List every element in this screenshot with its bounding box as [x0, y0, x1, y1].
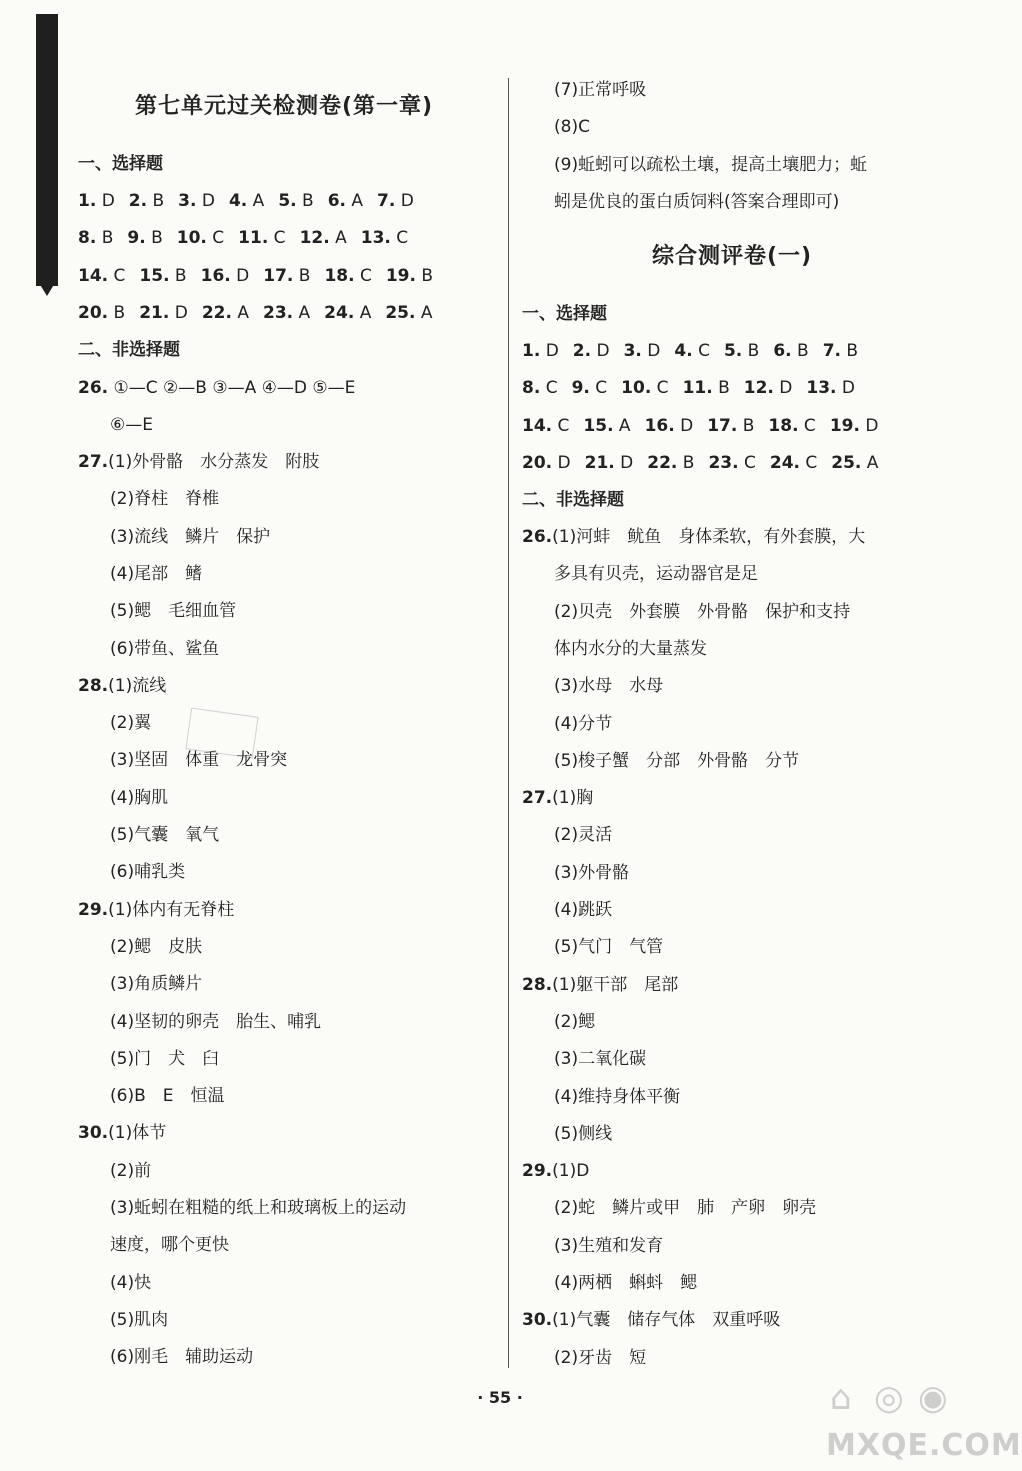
left-q27-line	[110, 599, 236, 623]
left-q30-text: 速度，哪个更快	[110, 1235, 229, 1256]
right-mcq-answer: B	[737, 415, 755, 436]
right-mcq-answer: D	[641, 341, 661, 361]
right-mcq-num: 9.	[571, 378, 590, 399]
left-mcq-item	[328, 189, 363, 213]
left-mcq-answer: C	[390, 228, 409, 249]
left-mcq-row	[78, 301, 447, 325]
left-mcq-answer: C	[206, 228, 225, 249]
left-q27-text: (1)外骨骼 水分蒸发 附肢	[108, 452, 320, 472]
left-mcq-row	[78, 264, 447, 288]
right-mcq-item	[522, 376, 558, 400]
left-mcq-num: 3.	[178, 191, 197, 211]
left-mcq-num: 4.	[228, 191, 248, 211]
right-q26-line	[554, 600, 850, 624]
left-q28-text: (4)胸肌	[110, 787, 169, 808]
site-watermark	[822, 1378, 1022, 1464]
left-q28-line	[110, 786, 168, 810]
right-q26-text: 体内水分的大量蒸发	[554, 638, 707, 659]
left-q27-text: (4)尾部 鳍	[110, 563, 203, 584]
left-mcq-num: 17.	[263, 265, 294, 286]
left-mcq-num: 11.	[238, 228, 269, 249]
right-mcq-item	[823, 339, 858, 363]
right-mcq-item	[831, 451, 878, 475]
right-mcq-num: 23.	[708, 452, 739, 473]
right-q30-continued-line: (8)C	[554, 117, 590, 138]
binding-edge-tip	[36, 278, 58, 296]
left-q29-text: (5)门 犬 臼	[110, 1048, 220, 1069]
right-q26-line	[522, 525, 865, 549]
right-mcq-num: 16.	[644, 415, 675, 436]
left-mcq-row	[78, 189, 428, 213]
left-q28-num: 28.	[78, 675, 109, 696]
right-q27-text: (3)外骨骼	[554, 862, 630, 883]
right-q28-line	[554, 1047, 646, 1071]
right-mcq-num: 24.	[769, 452, 800, 473]
left-mcq-item	[324, 301, 371, 325]
left-mcq-item	[127, 226, 162, 250]
right-mcq-item	[522, 414, 569, 438]
left-mcq-num: 6.	[327, 191, 346, 211]
right-q26-text: (5)梭子蟹 分部 外骨骼 分节	[554, 750, 800, 771]
right-mcq-num: 4.	[674, 341, 693, 361]
left-mcq-item	[300, 226, 347, 250]
left-mcq-num: 12.	[299, 228, 330, 249]
left-mcq-item	[202, 301, 249, 325]
right-mcq-num: 7.	[822, 341, 842, 361]
right-mcq-answer: D	[773, 378, 793, 399]
watermark-text: MXQE.COM	[826, 1428, 1022, 1463]
left-q30-line	[110, 1345, 253, 1369]
right-mcq-answer: D	[552, 452, 571, 473]
left-q28-line	[110, 748, 287, 772]
answer-logo-icon: ⌂	[830, 1378, 852, 1418]
left-mcq-item	[129, 189, 164, 213]
left-mcq-answer: C	[268, 228, 286, 249]
left-mcq-answer: B	[96, 228, 114, 249]
right-mcq-num: 3.	[623, 341, 642, 361]
right-mcq-num: 2.	[572, 341, 592, 361]
left-mcq-item	[229, 189, 264, 213]
right-q30-continued-line: 蚓是优良的蛋白质饲料(答案合理即可)	[554, 191, 840, 212]
left-mcq-answer: D	[196, 191, 215, 211]
left-q28-text: (6)哺乳类	[110, 862, 186, 883]
right-q30-line	[554, 1346, 646, 1370]
right-q26-line	[554, 674, 663, 698]
right-q26-line	[554, 712, 612, 736]
right-q26-line	[554, 562, 758, 586]
left-q29-line	[110, 972, 202, 996]
right-mcq-num: 6.	[773, 341, 792, 361]
right-mcq-answer: A	[861, 452, 879, 473]
left-q30-text: (4)快	[110, 1272, 152, 1293]
left-mcq-answer: A	[329, 228, 347, 249]
left-mcq-item	[78, 189, 115, 213]
right-mcq-num: 17.	[707, 415, 738, 436]
right-q27-line	[554, 823, 612, 847]
left-mcq-item	[278, 189, 313, 213]
right-mcq-item	[647, 451, 694, 475]
left-mcq-answer: D	[96, 191, 115, 211]
left-mcq-item	[361, 226, 408, 250]
right-q26-line	[554, 637, 707, 661]
right-mcq-answer: A	[613, 415, 631, 436]
left-mcq-answer: B	[169, 265, 187, 286]
right-q26-text: (3)水母 水母	[554, 676, 664, 697]
left-q29-text: (4)坚韧的卵壳 胎生、哺乳	[110, 1011, 322, 1032]
left-mcq-answer: D	[169, 302, 188, 323]
right-q29-line	[554, 1196, 816, 1220]
right-q26-text: 多具有贝壳，运动器官是足	[554, 564, 758, 585]
left-q30-text: (5)肌肉	[110, 1309, 169, 1330]
left-mcq-item	[263, 264, 310, 288]
answer-logo-icon-3: ◉	[918, 1378, 948, 1418]
left-mcq-num: 10.	[176, 228, 207, 249]
right-q28-text: (3)二氧化碳	[554, 1049, 647, 1070]
right-mcq-item	[522, 339, 559, 363]
left-q30-text: (2)前	[110, 1160, 152, 1181]
left-mcq-answer: A	[231, 302, 249, 323]
left-mcq-num: 18.	[324, 265, 355, 286]
left-mcq-num: 20.	[78, 302, 109, 323]
right-mcq-num: 14.	[522, 415, 553, 436]
left-q30-line	[110, 1233, 229, 1257]
right-q28-line	[554, 1085, 680, 1109]
right-q29-line	[554, 1234, 663, 1258]
left-q30-line	[110, 1308, 168, 1332]
left-mcq-item	[386, 264, 433, 288]
left-q29-line	[110, 1047, 219, 1071]
left-mcq-num: 5.	[278, 191, 297, 211]
right-mcq-item	[768, 414, 815, 438]
right-mcq-num: 15.	[583, 415, 614, 436]
left-mcq-answer: A	[345, 191, 364, 211]
right-q27-line	[554, 898, 612, 922]
right-q28-line	[554, 1122, 612, 1146]
left-q30-text: (6)刚毛 辅助运动	[110, 1347, 254, 1368]
left-mcq-answer: A	[247, 191, 265, 211]
right-mcq-item	[674, 339, 710, 363]
right-mcq-num: 1.	[522, 341, 541, 361]
right-mcq-answer: C	[799, 452, 818, 473]
right-mcq-answer: C	[692, 341, 710, 361]
left-mcq-item	[178, 189, 215, 213]
right-q28-text: (1)躯干部 尾部	[552, 974, 679, 995]
right-q30-text: (1)气囊 储存气体 双重呼吸	[552, 1310, 781, 1331]
right-q30-continued-line: (7)正常呼吸	[554, 80, 647, 100]
left-mcq-num: 13.	[360, 228, 391, 249]
right-mcq-item	[830, 414, 879, 438]
right-q29-text: (1)D	[552, 1161, 590, 1182]
left-mcq-answer: B	[145, 228, 163, 249]
left-mcq-item	[177, 226, 224, 250]
right-mcq-item	[583, 414, 630, 438]
left-q27-text: (6)带鱼、鲨鱼	[110, 638, 220, 659]
right-q28-text: (4)维持身体平衡	[554, 1086, 681, 1107]
right-mcq-item	[522, 451, 571, 475]
left-mcq-answer: C	[354, 265, 372, 286]
left-q28-line	[110, 711, 151, 735]
left-mcq-item	[377, 189, 414, 213]
left-mcq-num: 7.	[377, 191, 396, 211]
left-mcq-item	[78, 264, 125, 288]
left-mcq-num: 9.	[127, 228, 146, 249]
left-q28-line	[110, 860, 185, 884]
right-q27-line	[522, 786, 593, 810]
left-mcq-item	[78, 226, 113, 250]
left-mcq-num: 8.	[78, 228, 97, 249]
page-number: · 55 ·	[477, 1388, 523, 1407]
right-q26-line	[554, 749, 799, 773]
right-mcq-answer: C	[798, 415, 816, 436]
left-q29-line	[78, 898, 234, 922]
left-mcq-item	[324, 264, 371, 288]
right-q28-line	[554, 1010, 595, 1034]
left-q30-line	[110, 1196, 406, 1220]
right-title: 综合测评卷(一)	[651, 244, 813, 269]
right-q30-continued-line: (9)蚯蚓可以疏松土壤，提高土壤肥力；蚯	[554, 154, 868, 175]
right-mcq-answer: D	[836, 378, 856, 399]
left-q30-line	[110, 1271, 151, 1295]
left-mcq-num: 25.	[385, 302, 416, 323]
right-mcq-item	[573, 339, 610, 363]
right-q29-text: (2)蛇 鳞片或甲 肺 产卵 卵壳	[554, 1198, 817, 1219]
left-q27-line	[110, 637, 219, 661]
right-mcq-item	[708, 451, 755, 475]
left-q27-line	[110, 562, 202, 586]
right-mcq-answer: B	[712, 378, 730, 399]
right-mcq-answer: C	[552, 415, 570, 436]
left-q27-text: (2)脊柱 脊椎	[110, 489, 220, 510]
binding-edge	[36, 14, 58, 286]
left-q27-text: (3)流线 鳞片 保护	[110, 526, 271, 547]
right-mcq-num: 11.	[682, 378, 713, 399]
right-mcq-item	[806, 376, 855, 400]
right-q28-line	[522, 973, 678, 997]
left-mcq-answer: D	[395, 191, 414, 211]
right-mcq-answer: D	[540, 341, 559, 361]
right-q29-line	[554, 1271, 697, 1295]
left-mcq-answer: B	[147, 191, 165, 211]
left-mcq-answer: B	[108, 302, 126, 323]
right-mcq-num: 18.	[768, 415, 799, 436]
right-mcq-answer: C	[589, 378, 608, 399]
right-mcq-answer: D	[591, 341, 610, 361]
right-mcq-item	[770, 451, 817, 475]
left-mcq-item	[78, 301, 125, 325]
left-mcq-item	[385, 301, 432, 325]
right-q26-text: (1)河蚌 鱿鱼 身体柔软，有外套膜，大	[552, 527, 866, 547]
left-q29-num: 29.	[78, 899, 109, 920]
right-mcq-item	[621, 376, 668, 400]
right-q30-num: 30.	[522, 1310, 553, 1331]
left-mcq-answer: D	[230, 265, 250, 286]
left-q28-text: (2)翼	[110, 713, 152, 734]
right-q27-line	[554, 935, 663, 959]
left-mcq-item	[263, 301, 310, 325]
left-q29-text: (3)角质鳞片	[110, 974, 203, 995]
left-q29-line	[110, 1084, 224, 1108]
right-mcq-item	[572, 376, 608, 400]
right-mcq-num: 19.	[829, 415, 860, 436]
right-q27-text: (1)胸	[552, 788, 594, 809]
right-mcq-row	[522, 414, 892, 438]
left-mcq-answer: A	[415, 302, 433, 323]
right-q26-text: (2)贝壳 外套膜 外骨骼 保护和支持	[554, 601, 851, 622]
right-q28-text: (5)侧线	[554, 1123, 613, 1144]
left-q29-line	[110, 1010, 321, 1034]
right-mcq-num: 21.	[584, 452, 615, 473]
right-mcq-item	[624, 339, 661, 363]
left-q30-line	[110, 1159, 151, 1183]
left-mcq-num: 24.	[324, 302, 355, 323]
right-mcq-row	[522, 376, 869, 400]
right-section-choice: 一、选择题	[522, 304, 607, 324]
right-q29-num: 29.	[522, 1161, 553, 1182]
left-mcq-num: 21.	[139, 302, 170, 323]
right-q27-num: 27.	[522, 788, 553, 809]
right-q29-line	[522, 1159, 589, 1183]
left-mcq-num: 1.	[78, 191, 97, 211]
left-q27-line	[110, 487, 219, 511]
right-mcq-answer: D	[859, 415, 879, 436]
right-q27-text: (5)气门 气管	[554, 937, 664, 958]
right-q30-line	[522, 1308, 780, 1332]
left-q29-line	[110, 935, 202, 959]
left-q30-text: (3)蚯蚓在粗糙的纸上和玻璃板上的运动	[110, 1198, 407, 1218]
right-mcq-item	[773, 339, 808, 363]
right-q29-text: (3)生殖和发育	[554, 1235, 664, 1256]
right-mcq-item	[707, 414, 754, 438]
right-q29-text: (4)两栖 蝌蚪 鳃	[554, 1273, 698, 1293]
left-mcq-item	[238, 226, 285, 250]
right-q30-text: (2)牙齿 短	[554, 1347, 647, 1368]
right-q27-line	[554, 861, 629, 885]
right-mcq-answer: B	[677, 452, 695, 473]
right-mcq-num: 25.	[831, 452, 862, 473]
left-q28-line	[78, 674, 166, 698]
left-q27-text: (5)鳃 毛细血管	[110, 601, 237, 622]
right-mcq-num: 8.	[522, 378, 541, 399]
right-q26-num: 26.	[522, 527, 553, 547]
left-q28-text: (3)坚固 体重 龙骨突	[110, 750, 288, 771]
right-mcq-num: 12.	[743, 378, 774, 399]
right-q28-num: 28.	[522, 974, 553, 995]
answer-logo-icon-2: ◎	[874, 1378, 904, 1418]
left-q28-text: (5)气囊 氧气	[110, 825, 220, 845]
right-mcq-item	[585, 451, 634, 475]
left-mcq-row	[78, 226, 422, 250]
right-q28-text: (2)鳃	[554, 1011, 596, 1032]
left-q29-text: (1)体内有无脊柱	[108, 899, 235, 920]
column-divider	[508, 78, 509, 1368]
right-mcq-num: 5.	[723, 341, 743, 361]
left-q30-num: 30.	[78, 1123, 109, 1144]
left-mcq-item	[201, 264, 250, 288]
right-mcq-answer: C	[651, 378, 669, 399]
right-q26-text: (4)分节	[554, 713, 613, 734]
left-q26-text: ①—C ②—B ③—A ④—D ⑤—E	[113, 378, 356, 398]
left-q26-cont: ⑥—E	[110, 415, 153, 435]
right-q27-text: (4)跳跃	[554, 900, 613, 920]
right-mcq-row	[522, 339, 872, 363]
left-mcq-num: 2.	[128, 191, 148, 211]
right-mcq-row	[522, 451, 892, 475]
left-q27-num: 27.	[78, 452, 109, 472]
left-q28-line	[110, 823, 219, 847]
left-q30-line	[78, 1121, 166, 1145]
right-mcq-answer: B	[742, 341, 760, 361]
left-mcq-answer: B	[415, 265, 434, 286]
left-mcq-answer: B	[293, 265, 311, 286]
left-mcq-item	[139, 264, 186, 288]
right-mcq-num: 13.	[806, 378, 837, 399]
right-mcq-answer: D	[674, 415, 694, 436]
left-mcq-num: 23.	[263, 302, 294, 323]
left-mcq-item	[139, 301, 188, 325]
right-q27-text: (2)灵活	[554, 825, 613, 846]
right-mcq-item	[645, 414, 694, 438]
left-q26-num: 26.	[78, 378, 109, 398]
right-mcq-answer: C	[540, 378, 558, 399]
right-mcq-item	[744, 376, 793, 400]
right-mcq-item	[683, 376, 730, 400]
left-title: 第七单元过关检测卷(第一章)	[134, 94, 434, 119]
right-section-nonchoice: 二、非选择题	[522, 490, 624, 510]
left-mcq-num: 19.	[385, 265, 416, 286]
right-mcq-answer: B	[791, 341, 809, 361]
right-mcq-answer: D	[614, 452, 634, 473]
right-mcq-item	[724, 339, 759, 363]
left-mcq-num: 15.	[139, 265, 170, 286]
left-section-nonchoice: 二、非选择题	[78, 340, 180, 360]
left-q27-line	[78, 450, 319, 474]
left-mcq-num: 22.	[201, 302, 232, 323]
right-mcq-num: 10.	[621, 378, 652, 399]
left-section-choice: 一、选择题	[78, 154, 163, 174]
left-mcq-answer: A	[293, 302, 311, 323]
left-mcq-answer: B	[296, 191, 314, 211]
left-q29-text: (6)B E 恒温	[110, 1086, 225, 1107]
left-q30-text: (1)体节	[108, 1123, 167, 1144]
left-mcq-num: 14.	[78, 265, 109, 286]
left-mcq-answer: C	[108, 265, 126, 286]
right-mcq-num: 22.	[647, 452, 678, 473]
left-q29-text: (2)鳃 皮肤	[110, 936, 203, 957]
left-q28-text: (1)流线	[108, 675, 167, 696]
left-q27-line	[110, 525, 270, 549]
right-mcq-answer: C	[738, 452, 756, 473]
left-mcq-answer: A	[354, 302, 372, 323]
right-mcq-answer: B	[841, 341, 859, 361]
left-mcq-num: 16.	[200, 265, 231, 286]
right-mcq-num: 20.	[522, 452, 553, 473]
left-q26	[78, 376, 355, 400]
